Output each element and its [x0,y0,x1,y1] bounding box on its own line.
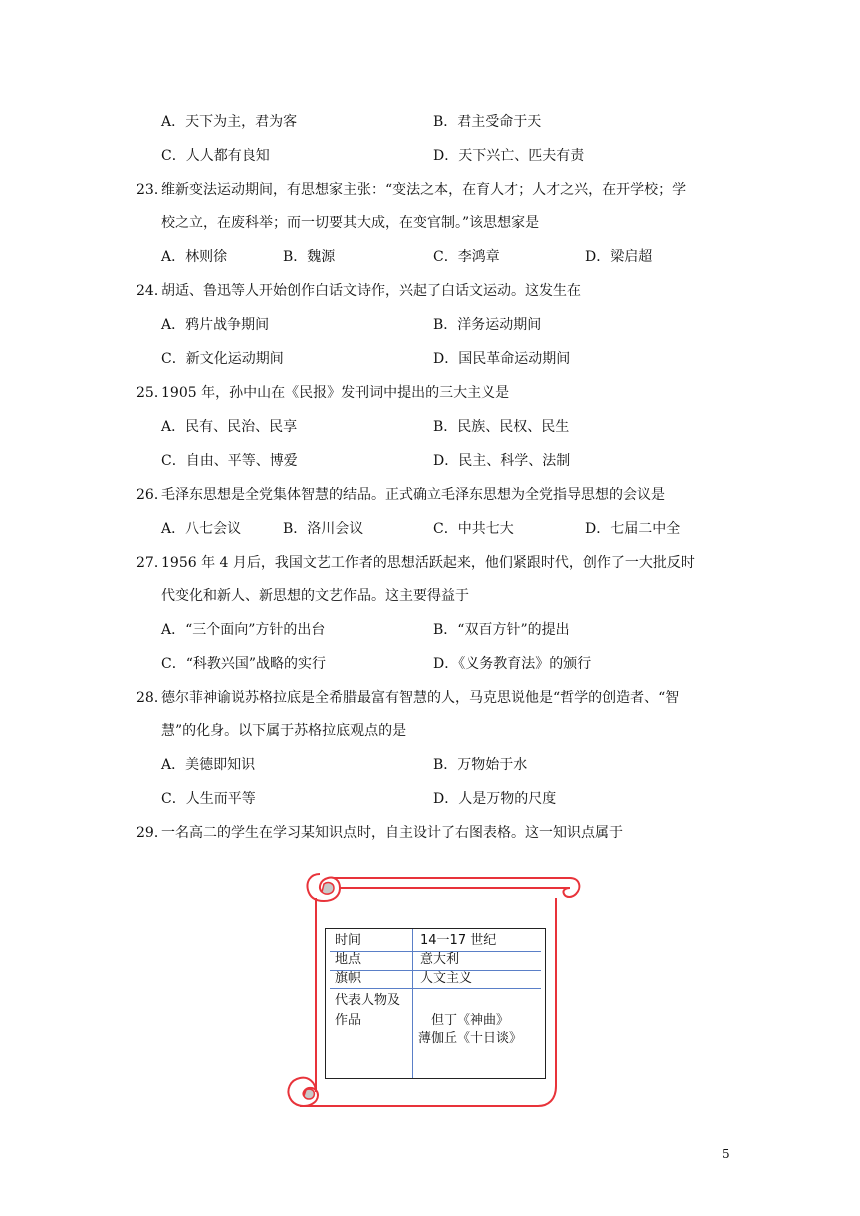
table-rule [330,988,541,989]
table-value: 14一17 世纪 [420,933,497,948]
option-b: B．魏源 [283,249,336,265]
question-stem: 一名高二的学生在学习某知识点时，自主设计了右图表格。这一知识点属于 [161,825,623,841]
question-stem: 1956 年 4 月后，我国文艺工作者的思想活跃起来，他们紧跟时代，创作了一大批反时 [161,555,695,571]
question-number: 28． [136,690,168,706]
option-a: A．天下为主，君为客 [161,114,298,130]
question-number: 27． [136,555,168,571]
question-stem: 维新变法运动期间，有思想家主张：“变法之本，在育人才；人才之兴，在开学校；学 [161,182,687,198]
option-a: A．鸦片战争期间 [161,317,270,333]
option-a: A．八七会议 [161,521,242,537]
question-stem: 胡适、鲁迅等人开始创作白话文诗作，兴起了白话文运动。这发生在 [161,283,581,299]
question-number: 25． [136,385,168,401]
option-a: A．美德即知识 [161,757,256,773]
option-c: C．人生而平等 [161,791,256,807]
option-d: D．人是万物的尺度 [433,791,557,807]
option-d: D．《义务教育法》的颁行 [433,656,592,672]
option-a: A．民有、民治、民享 [161,419,298,435]
option-c: C．“科教兴国”战略的实行 [161,656,327,672]
table-key: 地点 [335,952,362,967]
option-b: B．“双百方针”的提出 [433,622,570,638]
option-b: B．民族、民权、民生 [433,419,570,435]
option-c: C．新文化运动期间 [161,351,284,367]
curl-shade [304,1089,314,1099]
table-key: 作品 [335,1013,362,1028]
knowledge-table [325,928,546,1079]
question-stem: 校之立，在废科举；而一切要其大成，在变官制。”该思想家是 [161,215,540,231]
option-d: D．国民革命运动期间 [433,351,571,367]
scroll-figure [276,868,588,1112]
option-d: D．民主、科学、法制 [433,453,571,469]
question-stem: 德尔菲神谕说苏格拉底是全希腊最富有智慧的人，马克思说他是“哲学的创造者、“智 [161,690,680,706]
curl-shade [322,883,334,894]
option-d: D．七届二中全 [585,521,681,537]
option-d: D．梁启超 [585,249,653,265]
question-number: 26． [136,487,168,503]
question-stem: 毛泽东思想是全党集体智慧的结品。正式确立毛泽东思想为全党指导思想的会议是 [161,487,665,503]
table-value: 人文主义 [420,971,473,986]
question-number: 23． [136,182,168,198]
option-c: C．自由、平等、博爱 [161,453,298,469]
question-stem: 慧”的化身。以下属于苏格拉底观点的是 [161,723,407,739]
table-key: 时间 [335,933,362,948]
scroll-top-bar [328,878,579,897]
table-value: 但丁《神曲》 [431,1013,510,1028]
option-b: B．君主受命于天 [433,114,542,130]
question-number: 24． [136,283,168,299]
page-number: 5 [722,1147,730,1161]
question-stem: 1905 年，孙中山在《民报》发刊词中提出的三大主义是 [161,385,510,401]
table-key: 代表人物及 [335,993,401,1008]
option-a: A．林则徐 [161,249,228,265]
option-c: C．中共七大 [433,521,514,537]
option-c: C．人人都有良知 [161,148,270,164]
table-key: 旗帜 [335,971,362,986]
option-a: A．“三个面向”方针的出台 [161,622,326,638]
question-stem: 代变化和新人、新思想的文艺作品。这主要得益于 [161,588,469,604]
option-d: D．天下兴亡、匹夫有责 [433,148,585,164]
option-b: B．万物始于水 [433,757,528,773]
table-value: 意大利 [420,952,460,967]
option-b: B．洛川会议 [283,521,364,537]
table-value: 薄伽丘《十日谈》 [418,1031,523,1046]
question-number: 29． [136,825,168,841]
option-b: B．洋务运动期间 [433,317,542,333]
option-c: C．李鸿章 [433,249,500,265]
